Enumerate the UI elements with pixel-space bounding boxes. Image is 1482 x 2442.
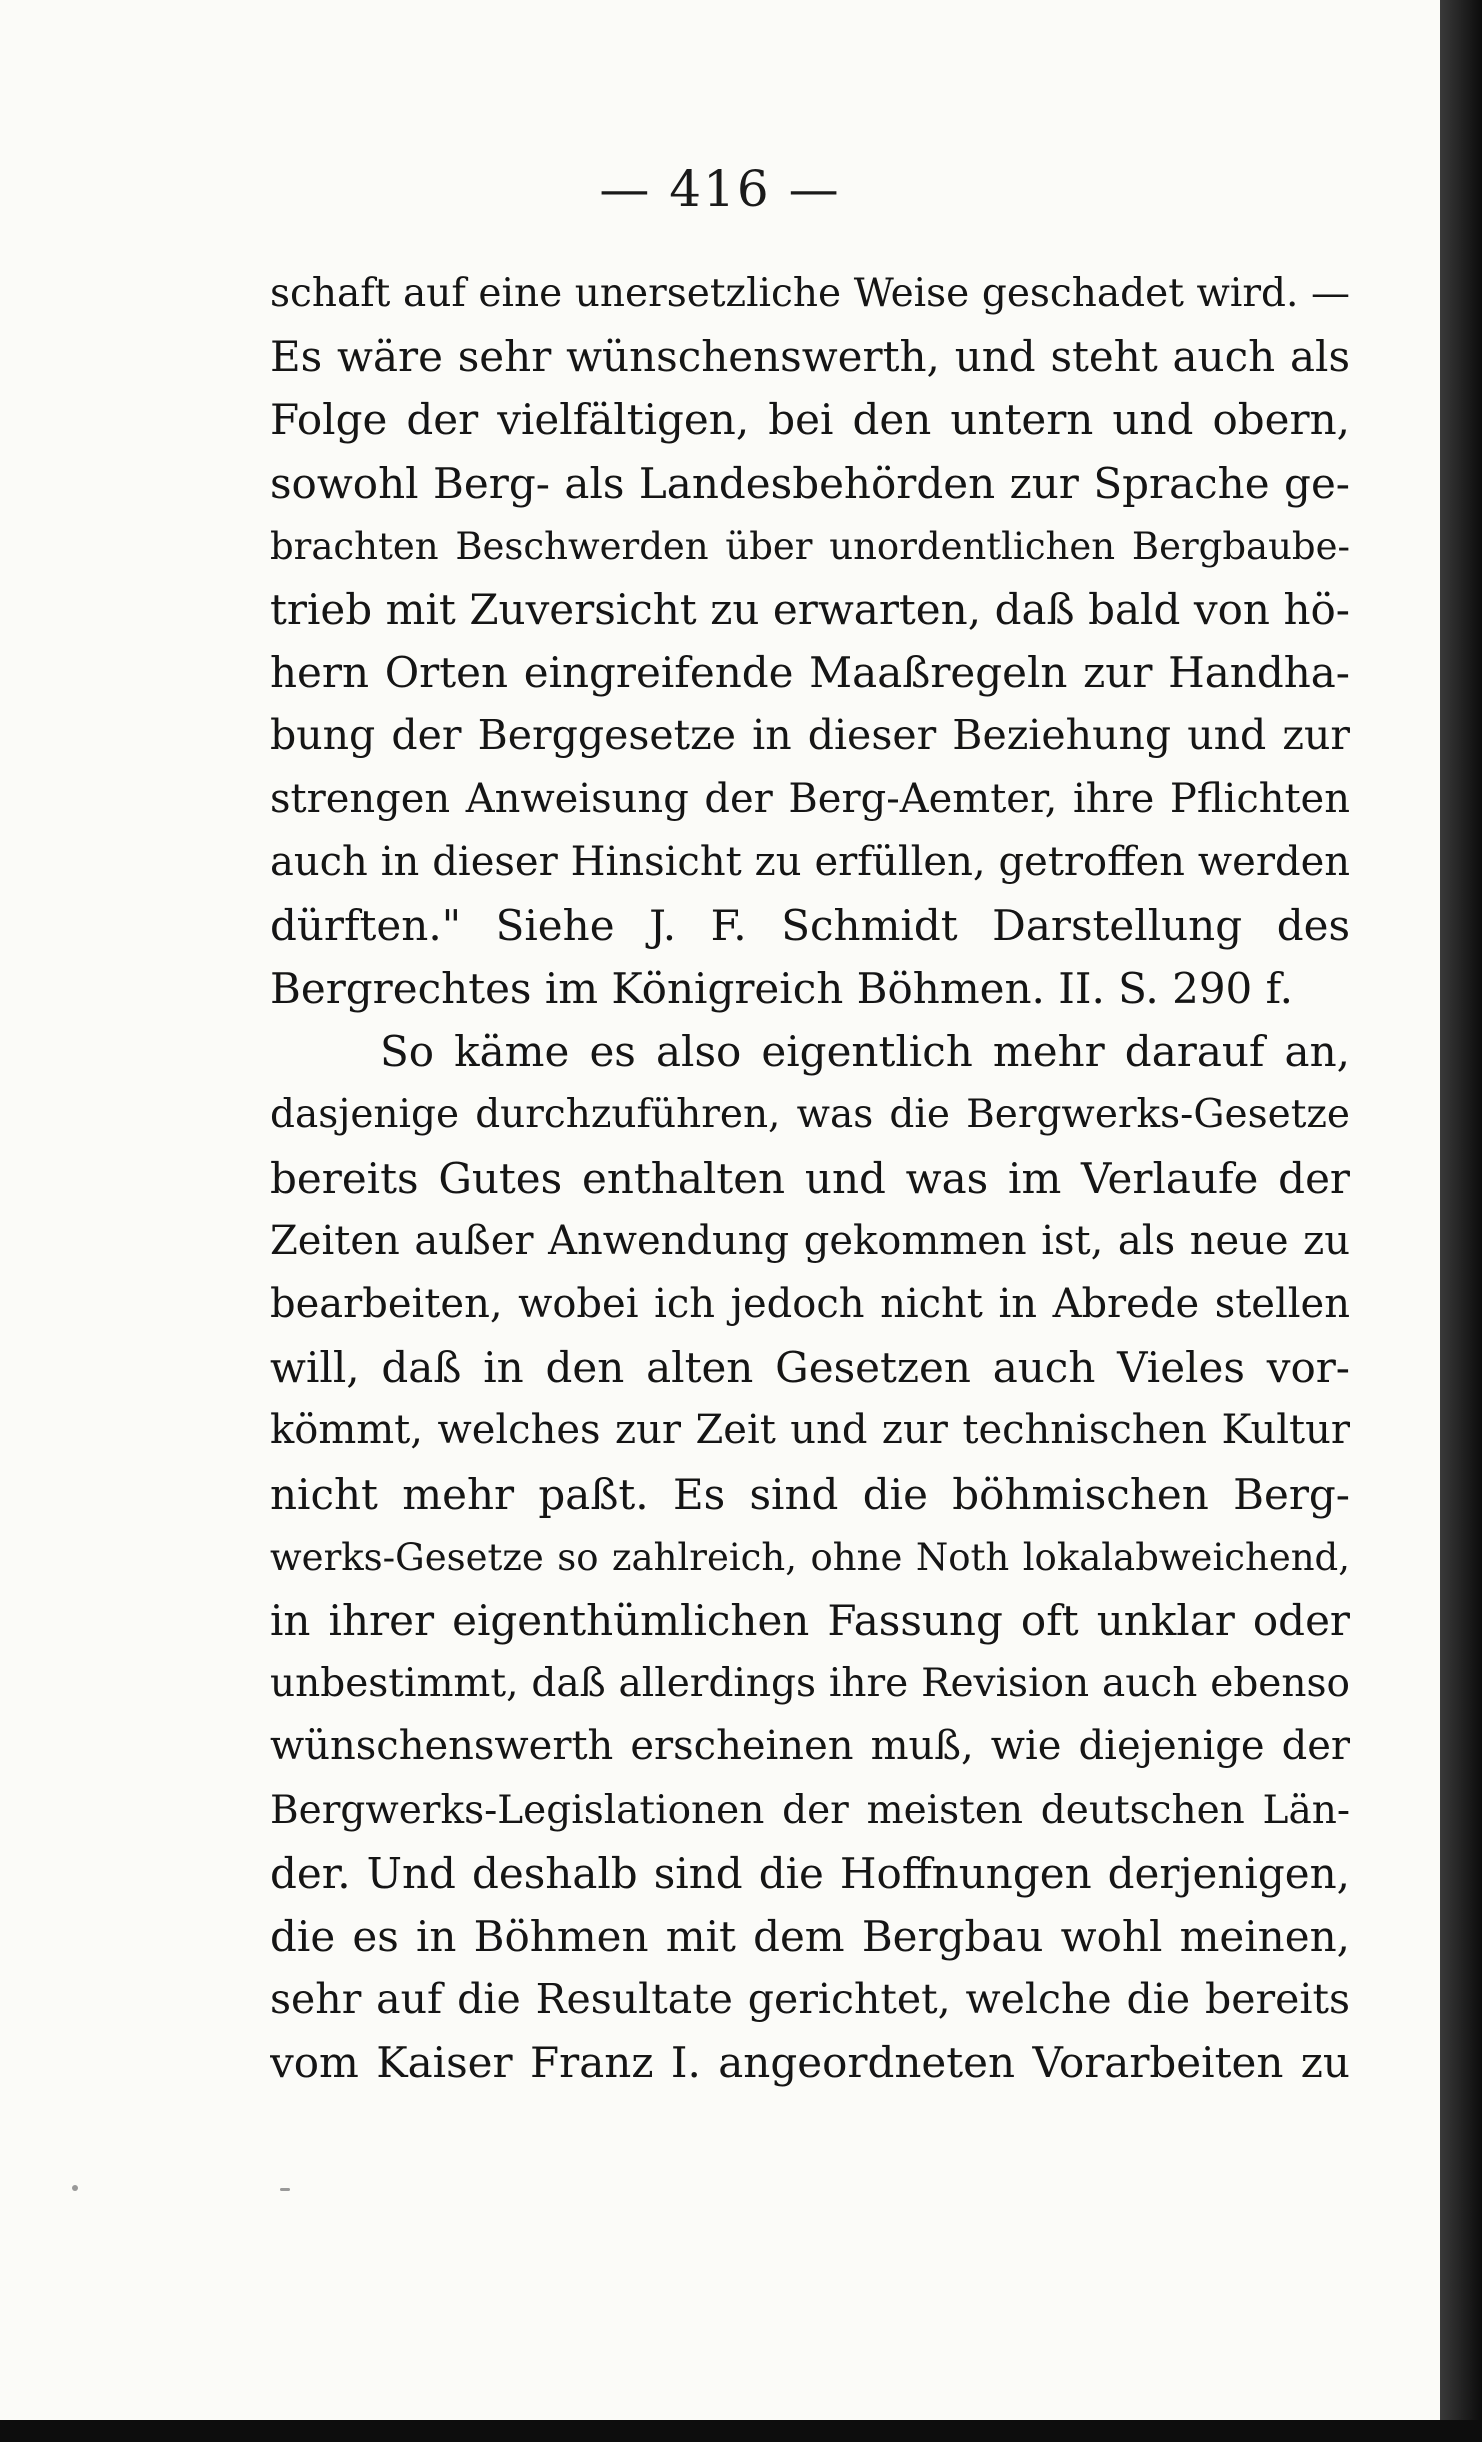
text-line: Bergwerks-Legislationen der meisten deutschen Län- bbox=[270, 1787, 1350, 1833]
text-line: Bergrechtes im Königreich Böhmen. II. S. 290 f. bbox=[270, 964, 1294, 1014]
text-line: bereits Gutes enthalten und was im Verlaufe der bbox=[270, 1153, 1350, 1203]
page-number: — 416 — bbox=[599, 160, 841, 218]
text-line: Folge der vielfältigen, bei den untern und obern, bbox=[270, 395, 1350, 445]
text-line: sehr auf die Resultate gerichtet, welche die bereits bbox=[270, 1975, 1350, 2024]
text-line: Es wäre sehr wünschenswerth, und steht auch als bbox=[270, 332, 1350, 382]
text-line: schaft auf eine unersetzliche Weise geschadet wird. — bbox=[270, 271, 1350, 316]
paper-speck bbox=[280, 2188, 290, 2191]
text-line: bearbeiten, wobei ich jedoch nicht in Abrede stellen bbox=[270, 1281, 1350, 1327]
text-line: bung der Berggesetze in dieser Beziehung und zur bbox=[270, 711, 1350, 760]
body-text bbox=[270, 262, 1350, 2094]
scan-border-right bbox=[1440, 0, 1482, 2442]
text-line: will, daß in den alten Gesetzen auch Vieles vor- bbox=[270, 1343, 1350, 1393]
text-line: sowohl Berg- als Landesbehörden zur Sprache ge- bbox=[270, 458, 1350, 508]
paper-speck bbox=[72, 2185, 78, 2191]
text-line: der. Und deshalb sind die Hoffnungen derjenigen, bbox=[270, 1848, 1350, 1898]
text-line: trieb mit Zuversicht zu erwarten, daß bald von hö- bbox=[270, 584, 1350, 634]
text-line: werks-Gesetze so zahlreich, ohne Noth lokalabweichend, bbox=[270, 1535, 1350, 1579]
text-line: vom Kaiser Franz I. angeordneten Vorarbeiten zu bbox=[270, 2038, 1350, 2088]
text-line: auch in dieser Hinsicht zu erfüllen, getroffen werden bbox=[270, 838, 1350, 885]
text-line: strengen Anweisung der Berg-Aemter, ihre Pflichten bbox=[270, 775, 1350, 822]
text-line: dürften." Siehe J. F. Schmidt Darstellung des bbox=[270, 900, 1350, 950]
text-line: Zeiten außer Anwendung gekommen ist, als neue zu bbox=[270, 1217, 1350, 1264]
text-line: nicht mehr paßt. Es sind die böhmischen Berg- bbox=[270, 1469, 1350, 1519]
text-line: kömmt, welches zur Zeit und zur technischen Kultur bbox=[270, 1407, 1350, 1454]
scan-border-bottom bbox=[0, 2420, 1482, 2442]
text-line: die es in Böhmen mit dem Bergbau wohl meinen, bbox=[270, 1911, 1350, 1961]
text-line: brachten Beschwerden über unordentlichen Bergbaube- bbox=[270, 524, 1350, 568]
text-line: dasjenige durchzuführen, was die Bergwerks-Gesetze bbox=[270, 1092, 1350, 1138]
text-line: in ihrer eigenthümlichen Fassung oft unklar oder bbox=[270, 1595, 1350, 1645]
text-line: So käme es also eigentlich mehr darauf an, bbox=[380, 1027, 1350, 1077]
text-line: unbestimmt, daß allerdings ihre Revision auch ebenso bbox=[270, 1661, 1350, 1707]
text-line: hern Orten eingreifende Maaßregeln zur Handha- bbox=[270, 648, 1350, 698]
text-line: wünschenswerth erscheinen muß, wie diejenige der bbox=[270, 1723, 1350, 1770]
